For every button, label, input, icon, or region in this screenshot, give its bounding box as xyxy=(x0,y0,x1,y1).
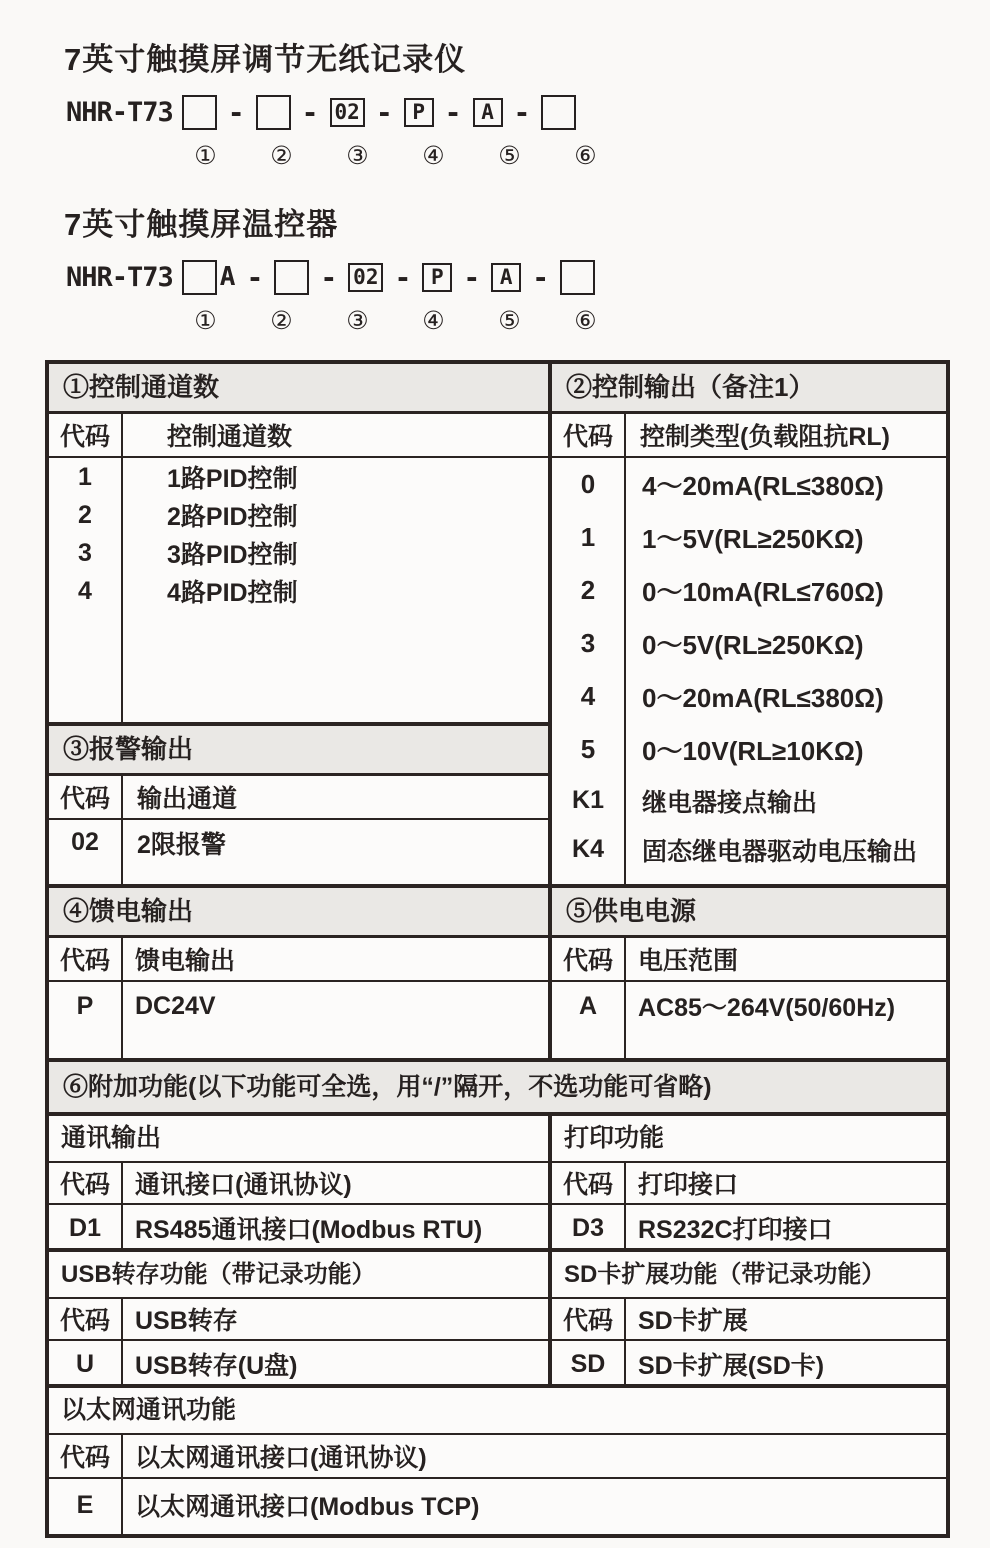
desc-cell: AC85～264V(50/60Hz) xyxy=(638,994,896,1022)
callout-2: ② xyxy=(270,142,293,170)
section-4-header: ④馈电输出 xyxy=(49,888,548,938)
section-4-rows xyxy=(49,982,548,1058)
code-header-cell: 代码 xyxy=(59,1444,110,1472)
code-cell: 5 xyxy=(580,734,596,764)
table-row xyxy=(49,458,548,496)
code-header-cell: 代码 xyxy=(562,1307,613,1335)
section-3-header: ③报警输出 xyxy=(49,722,548,776)
section-5-header: ⑤供电电源 xyxy=(552,888,946,938)
sd-title: SD卡扩展功能（带记录功能） xyxy=(552,1252,946,1299)
dash-separator: - xyxy=(227,95,245,129)
code-header-cell: 代码 xyxy=(59,1307,110,1335)
callout-1: ① xyxy=(194,307,217,335)
code-cell: U xyxy=(75,1349,95,1378)
table-row xyxy=(552,1205,946,1251)
model-box-3: 02 xyxy=(348,263,383,292)
dash-separator: - xyxy=(375,95,393,129)
print-rows xyxy=(552,1205,946,1251)
model-prefix: NHR-T73 xyxy=(66,96,173,128)
table-block-top xyxy=(49,364,946,884)
model-box-5: A xyxy=(473,98,503,127)
callout-3: ③ xyxy=(346,307,369,335)
table-row xyxy=(552,982,946,1030)
model-box-4: P xyxy=(404,98,434,127)
model-code-row-recorder xyxy=(66,92,990,132)
comm-output-subsection xyxy=(49,1116,548,1248)
table-row xyxy=(552,617,946,670)
code-cell: K4 xyxy=(572,835,604,863)
code-cell: P xyxy=(76,991,94,1020)
code-header-cell: 代码 xyxy=(59,1171,110,1199)
code-cell: A xyxy=(578,991,598,1020)
section-4 xyxy=(49,888,548,1058)
usb-title: USB转存功能（带记录功能） xyxy=(49,1252,548,1299)
table-row xyxy=(49,534,548,572)
desc-cell: 3路PID控制 xyxy=(167,541,298,569)
section-5 xyxy=(548,888,946,1058)
model-box-1 xyxy=(182,260,217,295)
callout-3: ③ xyxy=(346,142,369,170)
product-block-temp-controller xyxy=(64,199,990,336)
table-row xyxy=(552,458,946,511)
callout-2: ② xyxy=(270,307,293,335)
desc-header-cell: SD卡扩展 xyxy=(638,1307,748,1335)
product-title-recorder: 7英寸触摸屏调节无纸记录仪 xyxy=(64,42,467,77)
comm-column-headers xyxy=(49,1163,548,1205)
desc-cell: 0～5V(RL≥250KΩ) xyxy=(642,630,864,660)
callout-row-temp-controller xyxy=(64,306,990,336)
print-column-headers xyxy=(552,1163,946,1205)
code-cell: 02 xyxy=(71,828,99,856)
table-row xyxy=(552,670,946,723)
desc-header-cell: 通讯接口(通讯协议) xyxy=(135,1171,352,1199)
desc-header-cell: 馈电输出 xyxy=(135,947,236,975)
desc-cell: RS232C打印接口 xyxy=(638,1216,833,1244)
comm-rows xyxy=(49,1205,548,1251)
table-row xyxy=(49,572,548,610)
code-cell: D3 xyxy=(572,1213,604,1242)
model-prefix: NHR-T73 xyxy=(66,261,173,293)
section-1-rows xyxy=(49,458,548,722)
code-cell: E xyxy=(76,1490,94,1519)
desc-header-cell: USB转存 xyxy=(135,1307,238,1335)
column-left xyxy=(49,364,548,884)
desc-cell: RS485通讯接口(Modbus RTU) xyxy=(135,1216,483,1244)
desc-cell: 4～20mA(RL≤380Ω) xyxy=(642,471,884,501)
callout-6: ⑥ xyxy=(574,307,597,335)
section-5-column-headers xyxy=(552,938,946,982)
section-1-header: ①控制通道数 xyxy=(49,364,548,414)
product-block-recorder xyxy=(64,34,990,171)
model-box-2 xyxy=(274,260,309,295)
code-header-cell: 代码 xyxy=(59,423,110,451)
callout-6: ⑥ xyxy=(574,142,597,170)
table-row xyxy=(49,496,548,534)
ethernet-column-headers xyxy=(49,1435,946,1479)
product-title-temp-controller: 7英寸触摸屏温控器 xyxy=(64,207,339,242)
usb-column-headers xyxy=(49,1299,548,1341)
print-title: 打印功能 xyxy=(552,1116,946,1163)
section-6-header: ⑥附加功能(以下功能可全选，用“/”隔开，不选功能可省略) xyxy=(49,1058,946,1112)
code-cell: 4 xyxy=(78,576,92,605)
desc-cell: USB转存(U盘) xyxy=(135,1352,298,1380)
table-row xyxy=(552,1341,946,1387)
desc-cell: 2路PID控制 xyxy=(167,503,298,531)
code-cell: SD xyxy=(570,1349,606,1378)
desc-cell: SD卡扩展(SD卡) xyxy=(638,1352,825,1380)
section-3-column-headers xyxy=(49,776,548,820)
comm-output-title: 通讯输出 xyxy=(49,1116,548,1163)
ethernet-title: 以太网通讯功能 xyxy=(49,1388,946,1435)
table-row xyxy=(552,564,946,617)
code-cell: 4 xyxy=(580,681,596,711)
column-right xyxy=(548,364,946,884)
desc-cell: 继电器接点输出 xyxy=(642,788,818,817)
callout-4: ④ xyxy=(422,307,445,335)
sd-subsection xyxy=(548,1252,946,1384)
model-box-1 xyxy=(182,95,217,130)
desc-cell: DC24V xyxy=(135,991,216,1020)
section-2-rows xyxy=(552,458,946,884)
code-cell: 1 xyxy=(78,462,92,491)
dash-separator: - xyxy=(320,260,338,294)
sd-rows xyxy=(552,1341,946,1387)
table-row xyxy=(552,776,946,825)
model-box-6 xyxy=(560,260,595,295)
dash-separator: - xyxy=(532,260,550,294)
model-box-2 xyxy=(256,95,291,130)
code-header-cell: 代码 xyxy=(59,947,110,975)
code-header-cell: 代码 xyxy=(562,423,613,451)
sd-column-headers xyxy=(552,1299,946,1341)
code-cell: 2 xyxy=(78,500,92,529)
section-6-comm-print xyxy=(49,1112,946,1248)
model-box-5: A xyxy=(491,263,521,292)
desc-header-cell: 控制类型(负载阻抗RL) xyxy=(640,423,890,451)
table-row xyxy=(552,825,946,874)
callout-4: ④ xyxy=(422,142,445,170)
table-row xyxy=(552,723,946,776)
model-box-6 xyxy=(541,95,576,130)
code-header-cell: 代码 xyxy=(562,1171,613,1199)
code-cell: D1 xyxy=(69,1213,101,1242)
code-cell: 0 xyxy=(580,469,596,499)
model-box-3: 02 xyxy=(330,98,365,127)
desc-cell: 2限报警 xyxy=(137,830,226,859)
model-box-4: P xyxy=(422,263,452,292)
usb-subsection xyxy=(49,1252,548,1384)
desc-cell: 1路PID控制 xyxy=(167,465,298,493)
ethernet-rows xyxy=(49,1479,946,1534)
usb-rows xyxy=(49,1341,548,1387)
desc-header-cell: 控制通道数 xyxy=(167,423,293,451)
dash-separator: - xyxy=(394,260,412,294)
dash-separator: - xyxy=(444,95,462,129)
table-row xyxy=(552,511,946,564)
callout-1: ① xyxy=(194,142,217,170)
dash-separator: - xyxy=(513,95,531,129)
desc-cell: 固态继电器驱动电压输出 xyxy=(642,837,918,866)
code-header-cell: 代码 xyxy=(59,785,110,813)
desc-cell: 4路PID控制 xyxy=(167,579,298,607)
section-1-column-headers xyxy=(49,414,548,458)
section-6-usb-sd xyxy=(49,1248,946,1384)
desc-header-cell: 打印接口 xyxy=(638,1171,739,1199)
model-box-1-suffix: A xyxy=(219,262,236,292)
desc-header-cell: 输出通道 xyxy=(137,785,238,813)
desc-cell: 1～5V(RL≥250KΩ) xyxy=(642,524,864,554)
code-cell: K1 xyxy=(572,786,604,814)
dash-separator: - xyxy=(463,260,481,294)
code-cell: 1 xyxy=(580,522,596,552)
table-row xyxy=(49,820,548,865)
section-4-column-headers xyxy=(49,938,548,982)
section-2-header: ②控制输出（备注1） xyxy=(552,364,946,414)
section-5-rows xyxy=(552,982,946,1058)
code-cell: 2 xyxy=(580,575,596,605)
desc-cell: 0～10mA(RL≤760Ω) xyxy=(642,577,884,607)
callout-5: ⑤ xyxy=(498,307,521,335)
model-code-row-temp-controller xyxy=(66,257,990,297)
code-cell: 3 xyxy=(78,538,92,567)
print-subsection xyxy=(548,1116,946,1248)
ethernet-subsection xyxy=(49,1384,946,1534)
code-header-cell: 代码 xyxy=(562,947,613,975)
section-2-column-headers xyxy=(552,414,946,458)
table-row xyxy=(49,1341,548,1387)
dash-separator: - xyxy=(301,95,319,129)
desc-cell: 以太网通讯接口(Modbus TCP) xyxy=(135,1493,480,1521)
table-block-45 xyxy=(49,884,946,1058)
section-3-rows xyxy=(49,820,548,884)
ordering-table xyxy=(45,360,950,1538)
table-row xyxy=(49,1479,946,1531)
desc-header-cell: 电压范围 xyxy=(638,947,739,975)
callout-5: ⑤ xyxy=(498,142,521,170)
table-row xyxy=(49,1205,548,1251)
callout-row-recorder xyxy=(64,141,990,171)
desc-header-cell: 以太网通讯接口(通讯协议) xyxy=(135,1444,427,1472)
desc-cell: 0～20mA(RL≤380Ω) xyxy=(642,683,884,713)
dash-separator: - xyxy=(246,260,264,294)
table-row xyxy=(49,982,548,1030)
desc-cell: 0～10V(RL≥10KΩ) xyxy=(642,736,864,766)
code-cell: 3 xyxy=(580,628,596,658)
